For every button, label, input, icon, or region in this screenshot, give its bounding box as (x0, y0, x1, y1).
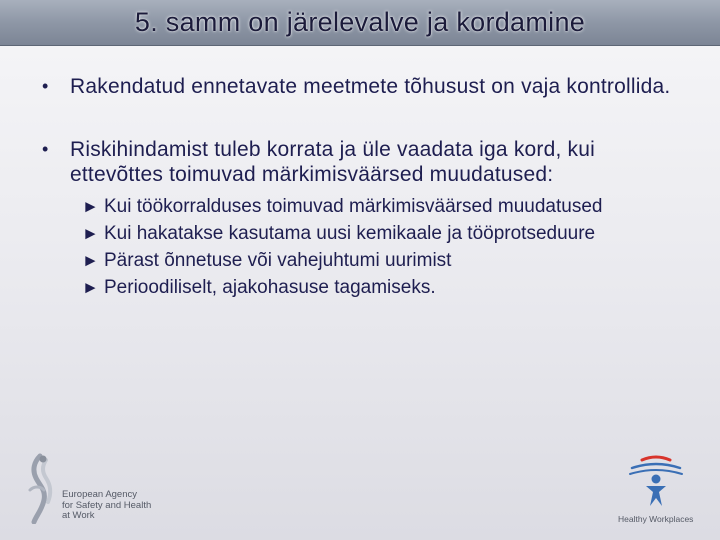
eu-osha-logo-icon (24, 452, 62, 524)
agency-logo (24, 452, 174, 524)
sub-item-text: Kui töökorralduses toimuvad märkimisväärsed muudatused (104, 196, 603, 217)
campaign-name: Healthy Workplaces (618, 514, 694, 524)
arrow-marker: ► (82, 224, 99, 243)
sub-item (82, 195, 682, 219)
healthy-workplaces-logo-icon (612, 452, 704, 512)
arrow-marker: ► (82, 251, 99, 270)
arrow-marker: ► (82, 197, 99, 216)
campaign-logo (612, 452, 704, 528)
slide-title: 5. samm on järelevalve ja kordamine (134, 7, 586, 37)
sub-list (42, 195, 682, 300)
sub-item-text: Pärast õnnetuse või vahejuhtumi uurimist (104, 250, 452, 271)
sub-item-text: Perioodiliselt, ajakohasuse tagamiseks. (104, 277, 436, 298)
sub-item-text: Kui hakatakse kasutama uusi kemikaale ja tööprotseduure (104, 223, 596, 244)
bullet-item (42, 74, 682, 99)
bullet-text: Rakendatud ennetavate meetmete tõhusust on vaja kontrollida. (70, 75, 671, 98)
sub-item (82, 249, 682, 273)
bullet-text: Riskihindamist tuleb korrata ja üle vaadata iga kord, kui ettevõttes toimuvad märkimisväärsed muudatused: (70, 138, 595, 186)
bullet-marker: • (42, 139, 49, 159)
bullet-item (42, 137, 682, 187)
sub-item (82, 276, 682, 300)
sub-item (82, 222, 682, 246)
bullet-marker: • (42, 76, 49, 96)
agency-name: European Agency for Safety and Health at Work (62, 489, 152, 521)
arrow-marker: ► (82, 278, 99, 297)
slide-content (42, 74, 682, 303)
title-bar (0, 0, 720, 46)
